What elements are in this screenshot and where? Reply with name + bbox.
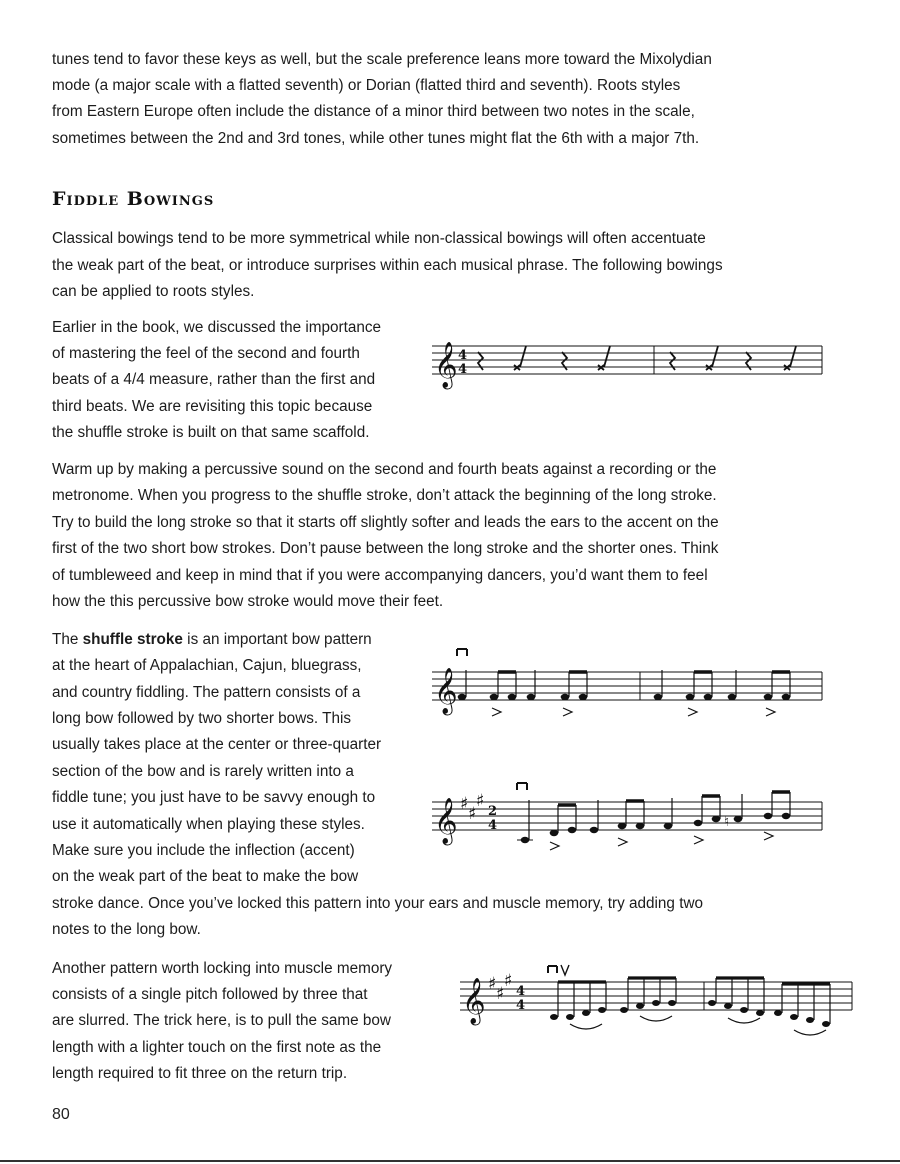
quarter-note-icon [458,670,467,700]
page-number: 80 [52,1106,70,1123]
time-signature-top: 4 [516,984,526,999]
text-line: stroke dance. Once you’ve locked this pattern into your ears and muscle memory, try adding two [52,895,703,912]
text-line: Classical bowings tend to be more symmetrical while non-classical bowings will often accentuate [52,230,706,247]
text-line: third beats. We are revisiting this topic because [52,398,373,415]
text-line: length with a lighter touch on the first note as the [52,1039,382,1056]
text-line: how the this percussive bow stroke would move their feet. [52,593,444,610]
music-example-slurred [460,960,854,1050]
accent-icon [766,708,775,716]
accent-icon [694,836,703,844]
x-note-icon [784,346,796,370]
accent-icon [550,842,559,850]
section-heading: Fiddle Bowings [52,188,215,210]
treble-clef-icon: 𝄞 [434,668,458,714]
treble-clef-icon: 𝄞 [434,342,458,388]
text-line: length required to fit three on the return trip. [52,1065,348,1082]
text-line: the shuffle stroke is built on that same scaffold. [52,424,370,441]
quarter-note-icon [734,794,743,822]
text-line: the weak part of the beat, or introduce surprises within each musical phrase. The following bowings [52,257,723,274]
x-note-icon [514,346,526,370]
natural-sign-icon: ♮ [724,814,730,830]
svg-text:♯: ♯ [468,804,477,824]
accent-icon [492,708,501,716]
accent-icon [764,832,773,840]
down-bow-icon [517,783,527,790]
quarter-note-icon [527,670,536,700]
text-line: of mastering the feel of the second and fourth [52,345,360,362]
accent-icon [563,708,572,716]
text-line: Warm up by making a percussive sound on the second and fourth beats against a recording or the [52,461,717,478]
treble-clef-icon: 𝄞 [434,798,458,844]
text-line: Make sure you include the inflection (accent) [52,842,355,859]
slur-icon [640,1016,672,1021]
music-example-beats [432,336,824,392]
accent-icon [618,838,627,846]
beat-pattern [478,346,796,370]
text-line: mode (a major scale with a flatted seventh) or Dorian (flatted third and seventh). Roots styles [52,77,681,94]
text-line: fiddle tune; you just have to be savvy enough to [52,789,376,806]
svg-text:♯: ♯ [504,971,513,991]
text-line: section of the bow and is rarely written into a [52,763,354,780]
time-signature-top: 4 [458,348,468,363]
text-line: and country fiddling. The pattern consists of a [52,684,361,701]
down-bow-icon [548,966,557,973]
up-bow-icon [561,965,569,975]
eighth-pair-icon [550,805,577,850]
text-line: from Eastern Europe often include the distance of a minor third between two notes in the scale, [52,103,695,120]
page-bottom-border [0,1160,900,1162]
text-line: Try to build the long stroke so that it starts off slightly softer and leads the ears to the accent on the [52,514,719,531]
text-line: usually takes place at the center or three-quarter [52,736,382,753]
accent-icon [688,708,697,716]
quarter-note-icon [664,798,673,829]
text-line: at the heart of Appalachian, Cajun, bluegrass, [52,657,362,674]
music-example-shuffle [432,646,824,726]
slur-icon [570,1024,602,1029]
sixteenth-group-icon [620,978,676,1021]
down-bow-icon [457,649,467,656]
text-line: first of the two short bow strokes. Don’t pause between the long stroke and the shorter ones. Think [52,540,719,557]
text-line: are slurred. The trick here, is to pull the same bow [52,1012,391,1029]
text-line: consists of a single pitch followed by three that [52,986,368,1003]
svg-text:♯: ♯ [460,794,469,814]
text-line: on the weak part of the beat to make the bow [52,868,359,885]
time-signature-bottom: 4 [458,362,468,377]
text-line: tunes tend to favor these keys as well, but the scale preference leans more toward the Mixolydian [52,51,712,68]
x-note-icon [598,346,610,370]
text-line: notes to the long bow. [52,921,201,938]
svg-text:♯: ♯ [476,791,485,811]
text-line: use it automatically when playing these styles. [52,816,365,833]
x-note-icon [706,346,718,370]
svg-text:♯: ♯ [488,974,497,994]
music-example-shuffle-a-major [432,772,824,868]
shuffle-notes [521,792,791,850]
shuffle-stroke-term: shuffle stroke [82,631,183,648]
text-line [52,627,372,654]
text-line: long bow followed by two shorter bows. This [52,710,352,727]
time-signature-bottom: 4 [488,818,498,833]
sixteenth-group-icon [708,978,764,1023]
quarter-note-icon [728,670,737,700]
text-line: beats of a 4/4 measure, rather than the first and [52,371,376,388]
key-signature-sharps-icon [460,791,484,824]
svg-text:♯: ♯ [496,984,505,1004]
quarter-note-icon [590,800,599,833]
text-line: of tumbleweed and keep in mind that if you were accompanying dancers, you’d want them to feel [52,567,708,584]
time-signature-top: 2 [488,804,498,819]
treble-clef-icon: 𝄞 [462,978,486,1024]
text-run: is an important bow pattern [182,631,372,648]
slur-icon [728,1018,760,1023]
text-line: Another pattern worth locking into muscle memory [52,960,393,977]
text-run: The [52,631,83,648]
slur-icon [794,1030,826,1035]
key-signature-sharps-icon [488,971,512,1004]
quarter-note-icon [521,800,530,843]
text-line: can be applied to roots styles. [52,283,255,300]
text-line: sometimes between the 2nd and 3rd tones, while other tunes might flat the 6th with a major 7th. [52,130,700,147]
quarter-note-icon [654,670,663,700]
slurred-notes [550,978,830,1035]
eighth-pair-icon [694,796,721,844]
time-signature-bottom: 4 [516,998,526,1013]
text-line: Earlier in the book, we discussed the importance [52,319,382,336]
text-line: metronome. When you progress to the shuffle stroke, don’t attack the beginning of the long stroke. [52,487,717,504]
